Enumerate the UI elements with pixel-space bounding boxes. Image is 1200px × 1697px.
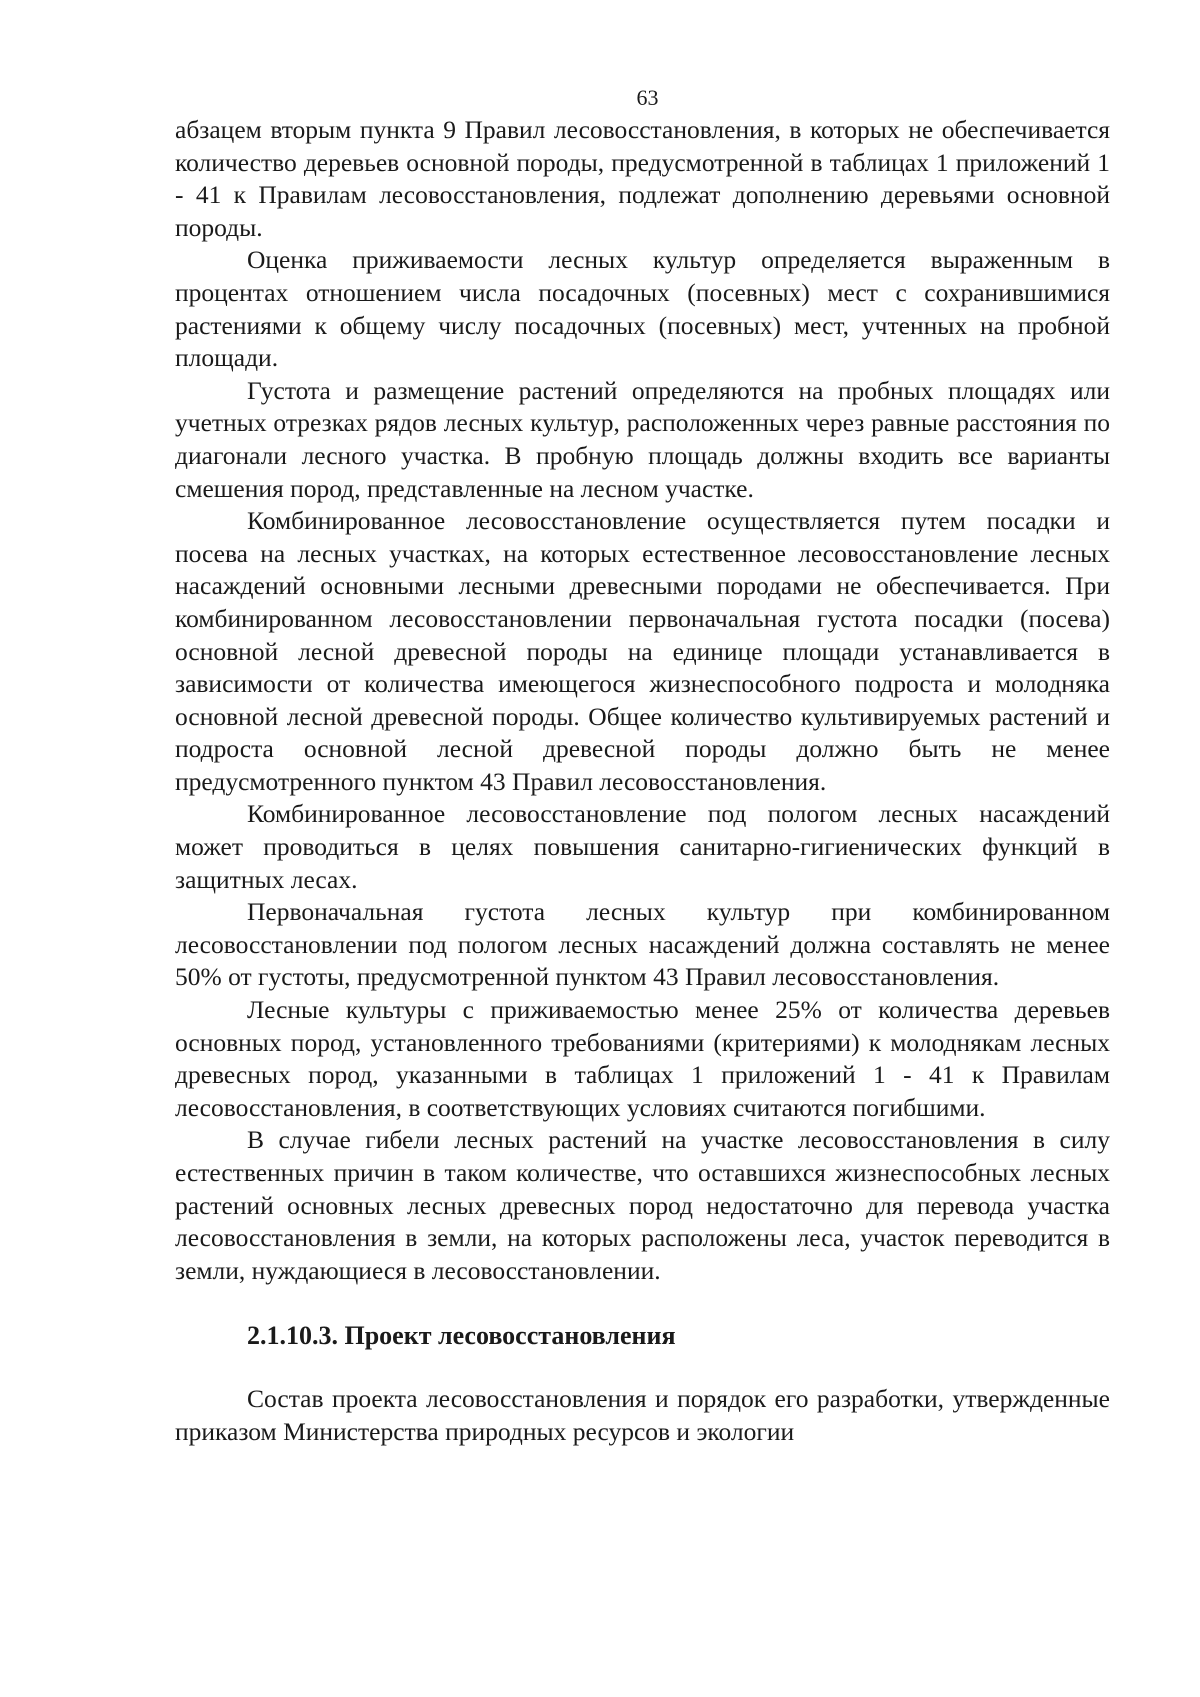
paragraph: Лесные культуры с приживаемостью менее 25% от количества деревьев основных пород, установленного требованиями (критериями) к молоднякам лесных древесных пород, указанными в таблицах 1 приложений 1 - 41 к Правилам лесовосстановления, в соответствующих условиях считаются погибшими.	[175, 995, 1110, 1122]
paragraph: Комбинированное лесовосстановление под пологом лесных насаждений может проводиться в целях повышения санитарно-гигиенических функций в защитных лесах.	[175, 799, 1110, 894]
paragraph: Первоначальная густота лесных культур при комбинированном лесовосстановлении под пологом лесных насаждений должна составлять не менее 50% от густоты, предусмотренной пунктом 43 Правил лесовосстановления.	[175, 897, 1110, 992]
paragraph: абзацем вторым пункта 9 Правил лесовосстановления, в которых не обеспечивается количество деревьев основной породы, предусмотренной в таблицах 1 приложений 1 - 41 к Правилам лесовосстановления, подлежат дополнению деревьями основной породы.	[175, 115, 1110, 242]
text-block-after-heading	[175, 1383, 1110, 1448]
paragraph: Состав проекта лесовосстановления и порядок его разработки, утвержденные приказом Министерства природных ресурсов и экологии	[175, 1384, 1110, 1446]
paragraph: Оценка приживаемости лесных культур определяется выраженным в процентах отношением числа посадочных (посевных) мест с сохранившимися растениями к общему числу посадочных (посевных) мест, учтенных на пробной площади.	[175, 245, 1110, 373]
document-page	[175, 84, 1110, 1449]
paragraph: Комбинированное лесовосстановление осуществляется путем посадки и посева на лесных участках, на которых естественное лесовосстановление лесных насаждений основными лесными древесными породами не обеспечивается. При комбинированном лесовосстановлении первоначальная густота посадки (посева) основной лесной древесной породы на единице площади устанавливается в зависимости от количества имеющегося жизнеспособного подроста и молодняка основной лесной древесной породы. Общее количество культивируемых растений и подроста основной лесной древесной породы должно быть не менее предусмотренного пунктом 43 Правил лесовосстановления.	[175, 506, 1110, 796]
section-heading: 2.1.10.3. Проект лесовосстановления	[247, 1321, 676, 1351]
paragraph: В случае гибели лесных растений на участке лесовосстановления в силу естественных причин в таком количестве, что оставшихся жизнеспособных лесных растений основных лесных древесных пород недостаточно для перевода участка лесовосстановления в земли, на которых расположены леса, участок переводится в земли, нуждающиеся в лесовосстановлении.	[175, 1125, 1110, 1285]
page-number: 63	[636, 85, 659, 110]
paragraph: Густота и размещение растений определяются на пробных площадях или учетных отрезках рядов лесных культур, расположенных через равные расстояния по диагонали лесного участка. В пробную площадь должны входить все варианты смешения пород, представленные на лесном участке.	[175, 375, 1110, 503]
text-block-before-heading	[175, 114, 1110, 1287]
